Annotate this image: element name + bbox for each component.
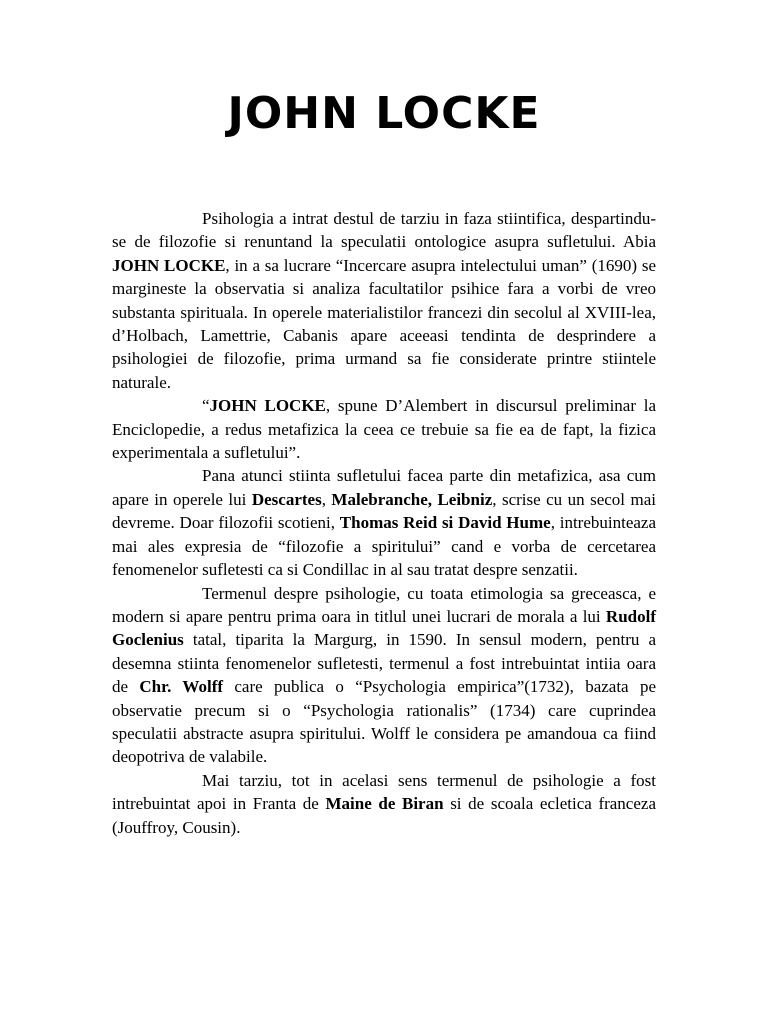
text-run: Mai tarziu, tot in acelasi sens termenul de psihologie a fost intrebuintat apoi in Franta de [112, 770, 656, 814]
bold-text-run: Thomas Reid si David Hume [339, 513, 551, 533]
text-run: , in a sa lucrare “Incercare asupra intelectului uman” (1690) se margineste la observatia si analiza facultatilor psihice fara a vorbi de vreo substanta spirituala. In operele materialistilor francezi din secolul al XVIII-lea, d’Holbach, Lamettrie, Cabanis apare aceeasi tendinta de desprindere a psihologiei de filozofie, prima urmand sa fie considerate printre stiintele naturale. [112, 255, 657, 392]
page-title: JOHN LOCKE [227, 88, 541, 139]
paragraph-5 [112, 769, 656, 839]
paragraph-3 [112, 464, 656, 581]
text-run: “ [202, 396, 210, 416]
text-run: Pana atunci stiinta sufletului facea parte din metafizica, asa cum apare in operele lui [112, 466, 656, 509]
bold-text-run: Maine de Biran [325, 794, 444, 814]
text-run: , intrebuinteaza mai ales expresia de “filozofie a spiritului” cand e vorba de cercetarea fenomenelor sufletesti ca si Condillac in al sau tratat despre senzatii. [112, 513, 657, 580]
bold-text-run: JOHN LOCKE [112, 255, 226, 275]
bold-text-run: Rudolf Goclenius [112, 606, 656, 650]
text-run: Psihologia a intrat destul de tarziu in faza stiintifica, despartindu-se de filozofie si renuntand la speculatii ontologice asupra sufletului. Abia [112, 209, 656, 252]
text-run: , scrise cu un secol mai devreme. Doar filozofii scotieni, [112, 489, 656, 533]
bold-text-run: Malebranche, Leibniz [331, 489, 493, 509]
bold-text-run: JOHN LOCKE [209, 396, 326, 416]
text-run: care publica o “Psychologia empirica”(1732), bazata pe observatie precum si o “Psychologia rationalis” (1734) care cuprindea speculatii abstracte asupra spiritului. Wolff le considera pe amandoua ca fiind deopotriva de valabile. [112, 677, 656, 767]
paragraph-4 [112, 582, 656, 769]
text-run: , spune D’Alembert in discursul preliminar la Enciclopedie, a redus metafizica la ceea ce trebuie sa fie ea de fapt, la fizica experimentala a sufletului”. [112, 396, 657, 463]
text-run: Termenul despre psihologie, cu toata etimologia sa greceasca, e modern si apare pentru prima oara in titlul unei lucrari de morala a lui [112, 583, 656, 626]
document-body [112, 207, 656, 839]
text-run: , [321, 489, 332, 509]
bold-text-run: Descartes [251, 489, 322, 509]
text-run: tatal, tiparita la Margurg, in 1590. In sensul modern, pentru a desemna stiinta fenomenelor sufletesti, termenul a fost intrebuintat intiia oara de [112, 630, 656, 697]
paragraph-1 [112, 207, 656, 394]
paragraph-2 [112, 394, 656, 464]
text-run: si de scoala ecletica franceza (Jouffroy, Cousin). [112, 794, 656, 837]
bold-text-run: Chr. Wolff [139, 677, 224, 697]
